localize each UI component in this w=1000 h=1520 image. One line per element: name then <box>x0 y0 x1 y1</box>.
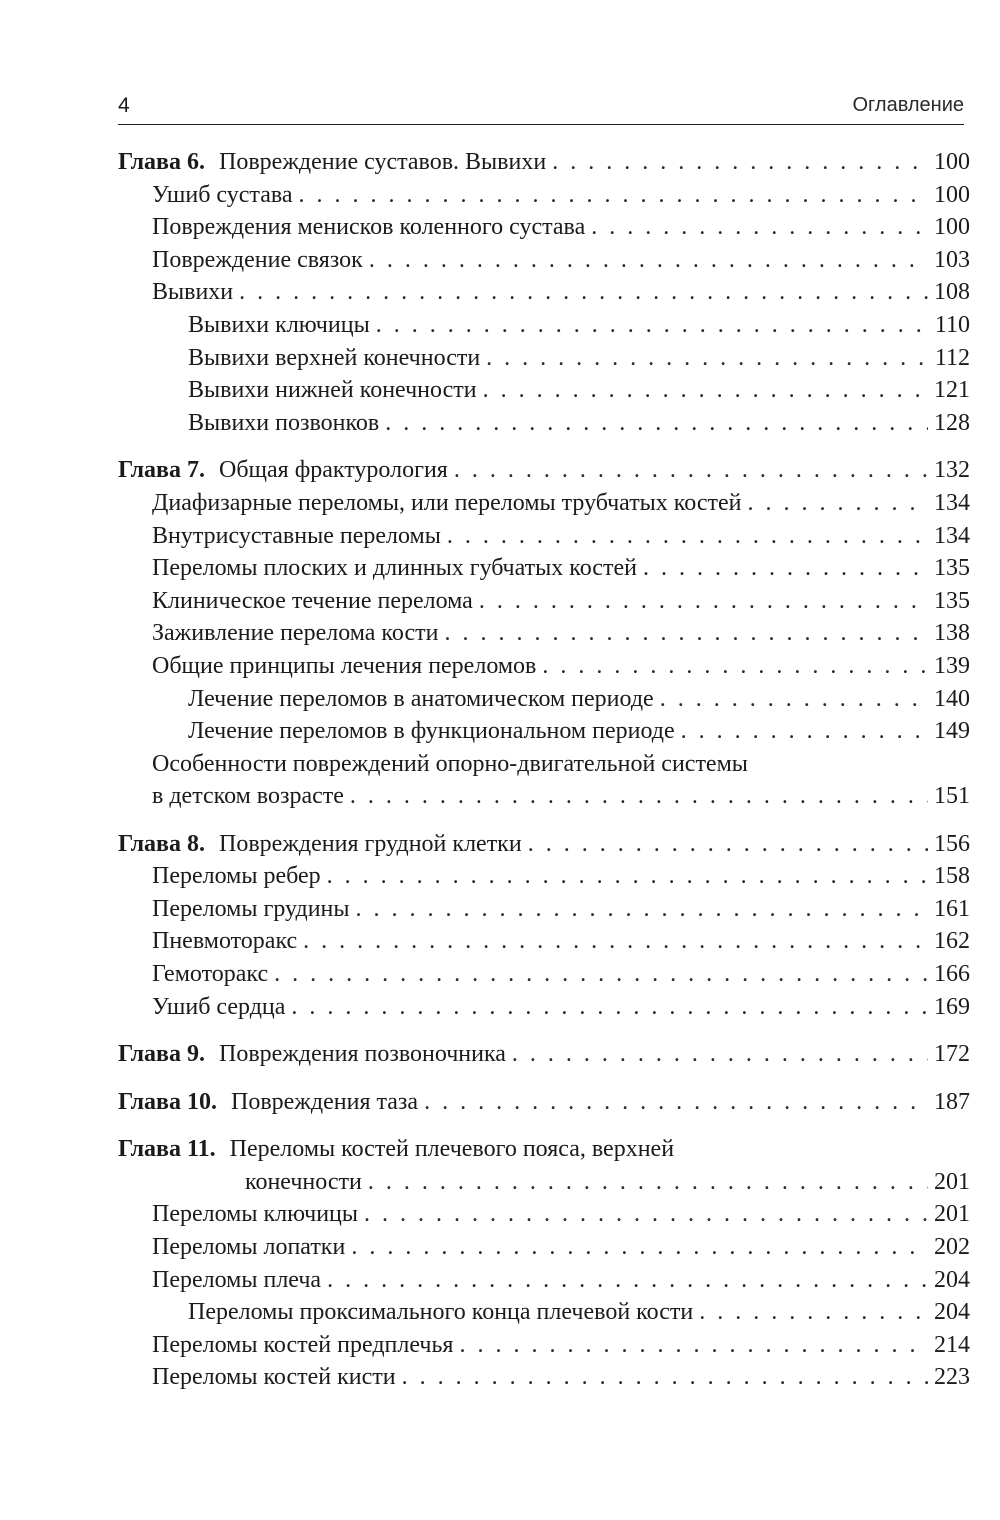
entry-title-continued: в детском возрасте <box>152 783 344 810</box>
dot-leader <box>356 893 928 926</box>
entry-title: Вывихи нижней конечности <box>188 377 477 404</box>
dot-leader <box>486 342 929 375</box>
dot-leader <box>299 179 928 212</box>
chapter-number: Глава 10. <box>118 1088 217 1115</box>
page-ref: 108 <box>934 279 970 306</box>
page-ref: 134 <box>934 489 970 516</box>
page-ref: 187 <box>934 1088 970 1115</box>
page-ref: 156 <box>934 830 970 857</box>
entry-title: Диафизарные переломы, или переломы трубчатых костей <box>152 489 742 516</box>
toc-subentry[interactable] <box>118 683 970 716</box>
chapter-number: Глава 8. <box>118 830 205 857</box>
toc-entry[interactable] <box>118 276 970 309</box>
chapter-number: Глава 6. <box>118 149 205 175</box>
running-title: Оглавление <box>852 94 964 116</box>
entry-title: Общие принципы лечения переломов <box>152 652 537 679</box>
toc-subentry[interactable] <box>118 715 970 748</box>
chapter-title: Общая фрактурология <box>219 457 448 484</box>
page-ref: 169 <box>934 993 970 1020</box>
dot-leader <box>479 585 928 618</box>
entry-title: Ушиб сустава <box>152 181 293 208</box>
entry-title: Особенности повреждений опорно-двигательной системы <box>152 750 748 777</box>
toc-subentry[interactable] <box>118 1296 970 1329</box>
toc-chapter-9[interactable] <box>118 1038 970 1071</box>
toc-subentry[interactable] <box>118 374 970 407</box>
toc-entry[interactable] <box>118 211 970 244</box>
page-ref: 100 <box>934 149 970 175</box>
dot-leader <box>660 683 928 716</box>
page-number: 4 <box>118 94 130 117</box>
dot-leader <box>351 1231 928 1264</box>
entry-title: Вывихи <box>152 279 234 306</box>
chapter-title: Повреждения таза <box>231 1088 419 1115</box>
toc-chapter-8[interactable] <box>118 828 970 861</box>
dot-leader <box>699 1296 928 1329</box>
chapter-number: Глава 7. <box>118 457 205 484</box>
toc-chapter-11[interactable] <box>118 1133 970 1198</box>
running-header <box>118 90 964 125</box>
toc-subentry[interactable] <box>118 407 970 440</box>
toc-chapter-10[interactable] <box>118 1086 970 1119</box>
entry-title: Повреждения менисков коленного сустава <box>152 214 586 241</box>
entry-title: Лечение переломов в функциональном периоде <box>188 718 675 745</box>
page-ref: 201 <box>934 1201 970 1228</box>
page-ref: 100 <box>934 181 970 208</box>
page-ref: 121 <box>934 377 970 404</box>
dot-leader <box>402 1361 928 1394</box>
toc-entry[interactable] <box>118 925 970 958</box>
dot-leader <box>444 617 928 650</box>
page-ref: 223 <box>934 1364 970 1391</box>
chapter-title: Повреждение суставов. Вывихи <box>219 149 547 175</box>
entry-title: Переломы грудины <box>152 895 350 922</box>
entry-title: Переломы ребер <box>152 863 321 890</box>
page-ref: 135 <box>934 587 970 614</box>
toc-entry[interactable] <box>118 244 970 277</box>
page-ref: 161 <box>934 895 970 922</box>
page-ref: 172 <box>934 1041 970 1068</box>
page-ref: 134 <box>934 522 970 549</box>
page-ref: 140 <box>934 685 970 712</box>
toc-entry[interactable] <box>118 585 970 618</box>
page-ref: 103 <box>934 246 970 273</box>
toc-subentry[interactable] <box>118 309 970 342</box>
dot-leader <box>274 958 928 991</box>
chapter-number: Глава 11. <box>118 1136 216 1163</box>
entry-title: Вывихи ключицы <box>188 311 370 338</box>
page-ref: 204 <box>934 1299 970 1326</box>
toc-entry[interactable] <box>118 1198 970 1231</box>
table-of-contents <box>118 146 970 1394</box>
toc-chapter-6[interactable] <box>118 146 970 179</box>
dot-leader <box>552 146 928 179</box>
dot-leader <box>591 211 928 244</box>
toc-entry[interactable] <box>118 748 970 813</box>
chapter-title: Переломы костей плечевого пояса, верхней <box>229 1136 675 1163</box>
page-ref: 139 <box>934 652 970 679</box>
dot-leader <box>643 552 928 585</box>
entry-title: Пневмоторакс <box>152 928 298 955</box>
toc-entry[interactable] <box>118 650 970 683</box>
entry-title: Переломы лопатки <box>152 1234 346 1261</box>
page-ref: 166 <box>934 961 970 988</box>
dot-leader <box>368 1166 928 1199</box>
dot-leader <box>385 407 928 440</box>
dot-leader <box>542 650 928 683</box>
dot-leader <box>424 1086 928 1119</box>
entry-title: Вывихи позвонков <box>188 409 380 436</box>
entry-title: Переломы плеча <box>152 1266 322 1293</box>
entry-title: Переломы костей предплечья <box>152 1331 454 1358</box>
page-ref: 162 <box>934 928 970 955</box>
chapter-title-continued: конечности <box>245 1169 362 1196</box>
entry-title: Гемоторакс <box>152 961 269 988</box>
toc-entry[interactable] <box>118 958 970 991</box>
page-ref: 135 <box>934 555 970 582</box>
page-ref: 138 <box>934 620 970 647</box>
dot-leader <box>239 276 928 309</box>
page-ref: 151 <box>934 783 970 810</box>
page-ref: 132 <box>934 457 970 484</box>
entry-title: Переломы проксимального конца плечевой кости <box>188 1299 694 1326</box>
page-ref: 202 <box>934 1234 970 1261</box>
page-ref: 214 <box>934 1331 970 1358</box>
toc-entry[interactable] <box>118 1361 970 1394</box>
dot-leader <box>512 1038 928 1071</box>
chapter-number: Глава 9. <box>118 1041 205 1068</box>
page-ref: 110 <box>934 311 970 338</box>
toc-entry[interactable] <box>118 520 970 553</box>
toc-entry[interactable] <box>118 1231 970 1264</box>
entry-title: Вывихи верхней конечности <box>188 344 481 371</box>
toc-entry[interactable] <box>118 860 970 893</box>
page-ref: 204 <box>934 1266 970 1293</box>
chapter-title: Повреждения позвоночника <box>219 1041 506 1068</box>
page-ref: 201 <box>934 1169 970 1196</box>
entry-title: Повреждение связок <box>152 246 363 273</box>
dot-leader <box>364 1198 928 1231</box>
toc-entry[interactable] <box>118 552 970 585</box>
dot-leader <box>327 860 928 893</box>
toc-entry[interactable] <box>118 893 970 926</box>
toc-subentry[interactable] <box>118 342 970 375</box>
entry-title: Внутрисуставные переломы <box>152 522 441 549</box>
chapter-title: Повреждения грудной клетки <box>219 830 522 857</box>
dot-leader <box>303 925 928 958</box>
page-ref: 158 <box>934 863 970 890</box>
entry-title: Клиническое течение перелома <box>152 587 473 614</box>
dot-leader <box>327 1264 928 1297</box>
toc-entry[interactable] <box>118 179 970 212</box>
page-ref: 112 <box>934 344 970 371</box>
toc-chapter-7[interactable] <box>118 454 970 487</box>
toc-entry[interactable] <box>118 991 970 1024</box>
dot-leader <box>528 828 928 861</box>
dot-leader <box>681 715 928 748</box>
page-ref: 100 <box>934 214 970 241</box>
dot-leader <box>454 454 928 487</box>
page-ref: 128 <box>934 409 970 436</box>
dot-leader <box>483 374 928 407</box>
toc-entry[interactable] <box>118 487 970 520</box>
dot-leader <box>459 1329 928 1362</box>
toc-entry[interactable] <box>118 1264 970 1297</box>
dot-leader <box>447 520 928 553</box>
entry-title: Переломы плоских и длинных губчатых костей <box>152 555 637 582</box>
dot-leader <box>350 780 928 813</box>
page-ref: 149 <box>934 718 970 745</box>
dot-leader <box>747 487 928 520</box>
dot-leader <box>291 991 928 1024</box>
entry-title: Заживление перелома кости <box>152 620 439 647</box>
entry-title: Ушиб сердца <box>152 993 286 1020</box>
entry-title: Переломы ключицы <box>152 1201 359 1228</box>
toc-entry[interactable] <box>118 617 970 650</box>
entry-title: Лечение переломов в анатомическом периоде <box>188 685 654 712</box>
dot-leader <box>376 309 929 342</box>
entry-title: Переломы костей кисти <box>152 1364 396 1391</box>
toc-entry[interactable] <box>118 1329 970 1362</box>
dot-leader <box>369 244 928 277</box>
